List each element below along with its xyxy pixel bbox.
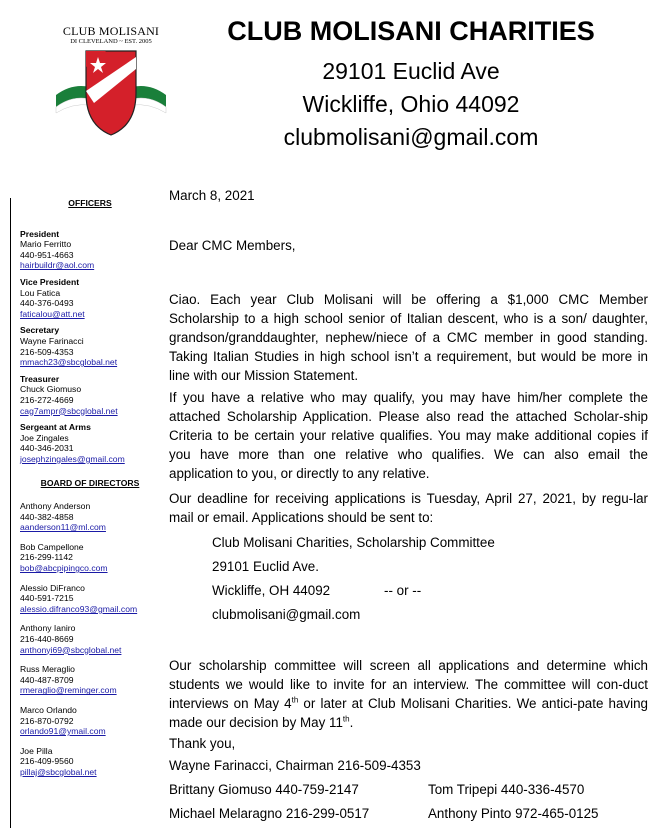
director-email-link[interactable]: alessio.difranco93@gmail.com [20, 603, 138, 614]
officer-title: Treasurer [20, 373, 60, 384]
officer-president [20, 229, 161, 271]
officer-phone: 440-951-4663 [20, 249, 74, 260]
letter-paragraph-2: If you have a relative who may qualify, you may have him/her complete the attached Scholarship Application. Please also read the attached Scholar-ship Criteria to be certain your relative qualifies. You may make additional copies if you have more than one relative who qualifies. We can also email the application to you, or directly to any relative. [169, 390, 648, 481]
director-entry [20, 664, 161, 696]
signatory: Michael Melaragno 216-299-0517 [169, 806, 370, 821]
officer-name: Lou Fatica [20, 287, 61, 298]
header-email: clubmolisani@gmail.com [283, 124, 539, 150]
director-email-link[interactable]: orlando91@ymail.com [20, 726, 106, 737]
signatory: Anthony Pinto 972-465-0125 [428, 806, 599, 821]
officer-email-link[interactable]: hairbuildr@aol.com [20, 260, 95, 271]
officer-vice-president [20, 277, 161, 319]
org-name: CLUB MOLISANI CHARITIES [227, 16, 595, 46]
officer-title: Vice President [20, 276, 80, 287]
header-street: 29101 Euclid Ave [322, 58, 500, 84]
director-name: Anthony Anderson [20, 501, 91, 512]
officer-title: President [20, 228, 60, 239]
director-name: Russ Meraglio [20, 664, 75, 675]
sidebar [10, 198, 161, 828]
signatory: Tom Tripepi 440-336-4570 [428, 782, 585, 797]
officer-name: Wayne Farinacci [20, 335, 84, 346]
director-entry [20, 583, 161, 615]
shield-crest-icon [52, 47, 170, 139]
director-email-link[interactable]: aanderson11@ml.com [20, 522, 106, 533]
letter-closing: Thank you, [169, 736, 236, 751]
director-entry [20, 705, 161, 737]
officer-name: Joe Zingales [20, 432, 69, 443]
director-entry [20, 501, 161, 533]
logo-subtitle: DI CLEVELAND ~ EST. 2005 [70, 38, 152, 45]
officer-title: Secretary [20, 325, 60, 336]
director-phone: 216-409-9560 [20, 756, 74, 767]
officer-phone: 440-376-0493 [20, 298, 74, 309]
officer-phone: 216-509-4353 [20, 346, 74, 357]
address-or: -- or -- [384, 583, 422, 598]
club-logo [52, 24, 170, 142]
director-name: Alessio DiFranco [20, 582, 85, 593]
officers-heading: OFFICERS [68, 198, 112, 208]
letter-paragraph-1: Ciao. Each year Club Molisani will be offering a $1,000 CMC Member Scholarship to a high school senior of Italian descent, who is a son/ daughter, grandson/granddaughter, nephew/niece of a CMC member in good standing. Taking Italian Studies in high school isn’t a requirement, but would be more in line with our Mission Statement. [169, 292, 648, 383]
letter-date: March 8, 2021 [169, 188, 255, 203]
officer-email-link[interactable]: faticalou@att.net [20, 308, 85, 319]
director-phone: 440-487-8709 [20, 674, 74, 685]
para4-text-c: . [349, 715, 354, 730]
address-line-2: 29101 Euclid Ave. [212, 559, 319, 574]
director-phone: 216-870-0792 [20, 715, 74, 726]
director-name: Marco Orlando [20, 704, 77, 715]
director-email-link[interactable]: rmeraglio@reminger.com [20, 685, 117, 696]
address-line-3: Wickliffe, OH 44092 [212, 583, 331, 598]
officer-treasurer [20, 374, 161, 416]
para4-text-a: Our scholarship committee will screen all applications and determine which students we would like to invite for an interview. The committee will con-duct interviews on May 4 [169, 658, 648, 711]
officer-email-link[interactable]: mmach23@sbcglobal.net [20, 357, 118, 368]
officer-sergeant-at-arms [20, 422, 161, 464]
para4-sup-1: th [291, 695, 299, 705]
directors-heading: BOARD OF DIRECTORS [40, 478, 140, 489]
director-entry [20, 746, 161, 778]
director-entry [20, 623, 161, 655]
director-email-link[interactable]: bob@abcpipingco.com [20, 563, 108, 574]
officer-phone: 440-346-2031 [20, 443, 74, 454]
director-name: Anthony Ianiro [20, 623, 76, 634]
director-phone: 216-440-8669 [20, 634, 74, 644]
letter-salutation: Dear CMC Members, [169, 238, 296, 253]
director-phone: 216-299-1142 [20, 552, 73, 563]
para4-text-b: or later at Club Molisani Charities. We antici-pate having made our decision by May 11 [169, 696, 648, 730]
director-email-link[interactable]: pillaj@sbcglobal.net [20, 766, 97, 777]
director-name: Joe Pilla [20, 745, 53, 756]
address-line-1: Club Molisani Charities, Scholarship Committee [212, 535, 495, 550]
officer-name: Chuck Giomuso [20, 384, 82, 395]
letter-paragraph-3: Our deadline for receiving applications is Tuesday, April 27, 2021, by regu-lar mail or email. Applications should be sent to: [169, 491, 648, 525]
director-email-link[interactable]: anthonyi69@sbcglobal.net [20, 644, 122, 655]
officer-email-link[interactable]: josephzingales@gmail.com [20, 453, 125, 464]
director-phone: 440-382-4858 [20, 511, 74, 522]
officer-phone: 216-272-4669 [20, 394, 74, 405]
header-city: Wickliffe, Ohio 44092 [302, 91, 520, 117]
signatory-chairman: Wayne Farinacci, Chairman 216-509-4353 [169, 758, 421, 773]
signatory: Brittany Giomuso 440-759-2147 [169, 782, 359, 797]
logo-title: CLUB MOLISANI [62, 24, 160, 38]
director-name: Bob Campellone [20, 541, 84, 552]
director-phone: 440-591-7215 [20, 593, 74, 604]
para4-sup-2: th [342, 714, 350, 724]
officer-title: Sergeant at Arms [20, 422, 91, 433]
director-entry [20, 542, 161, 574]
letter-paragraph-4 [169, 656, 648, 732]
address-email: clubmolisani@gmail.com [212, 607, 361, 622]
officer-name: Mario Ferritto [20, 239, 72, 250]
officer-email-link[interactable]: cag7ampr@sbcglobal.net [20, 405, 118, 416]
officer-secretary [20, 325, 161, 367]
